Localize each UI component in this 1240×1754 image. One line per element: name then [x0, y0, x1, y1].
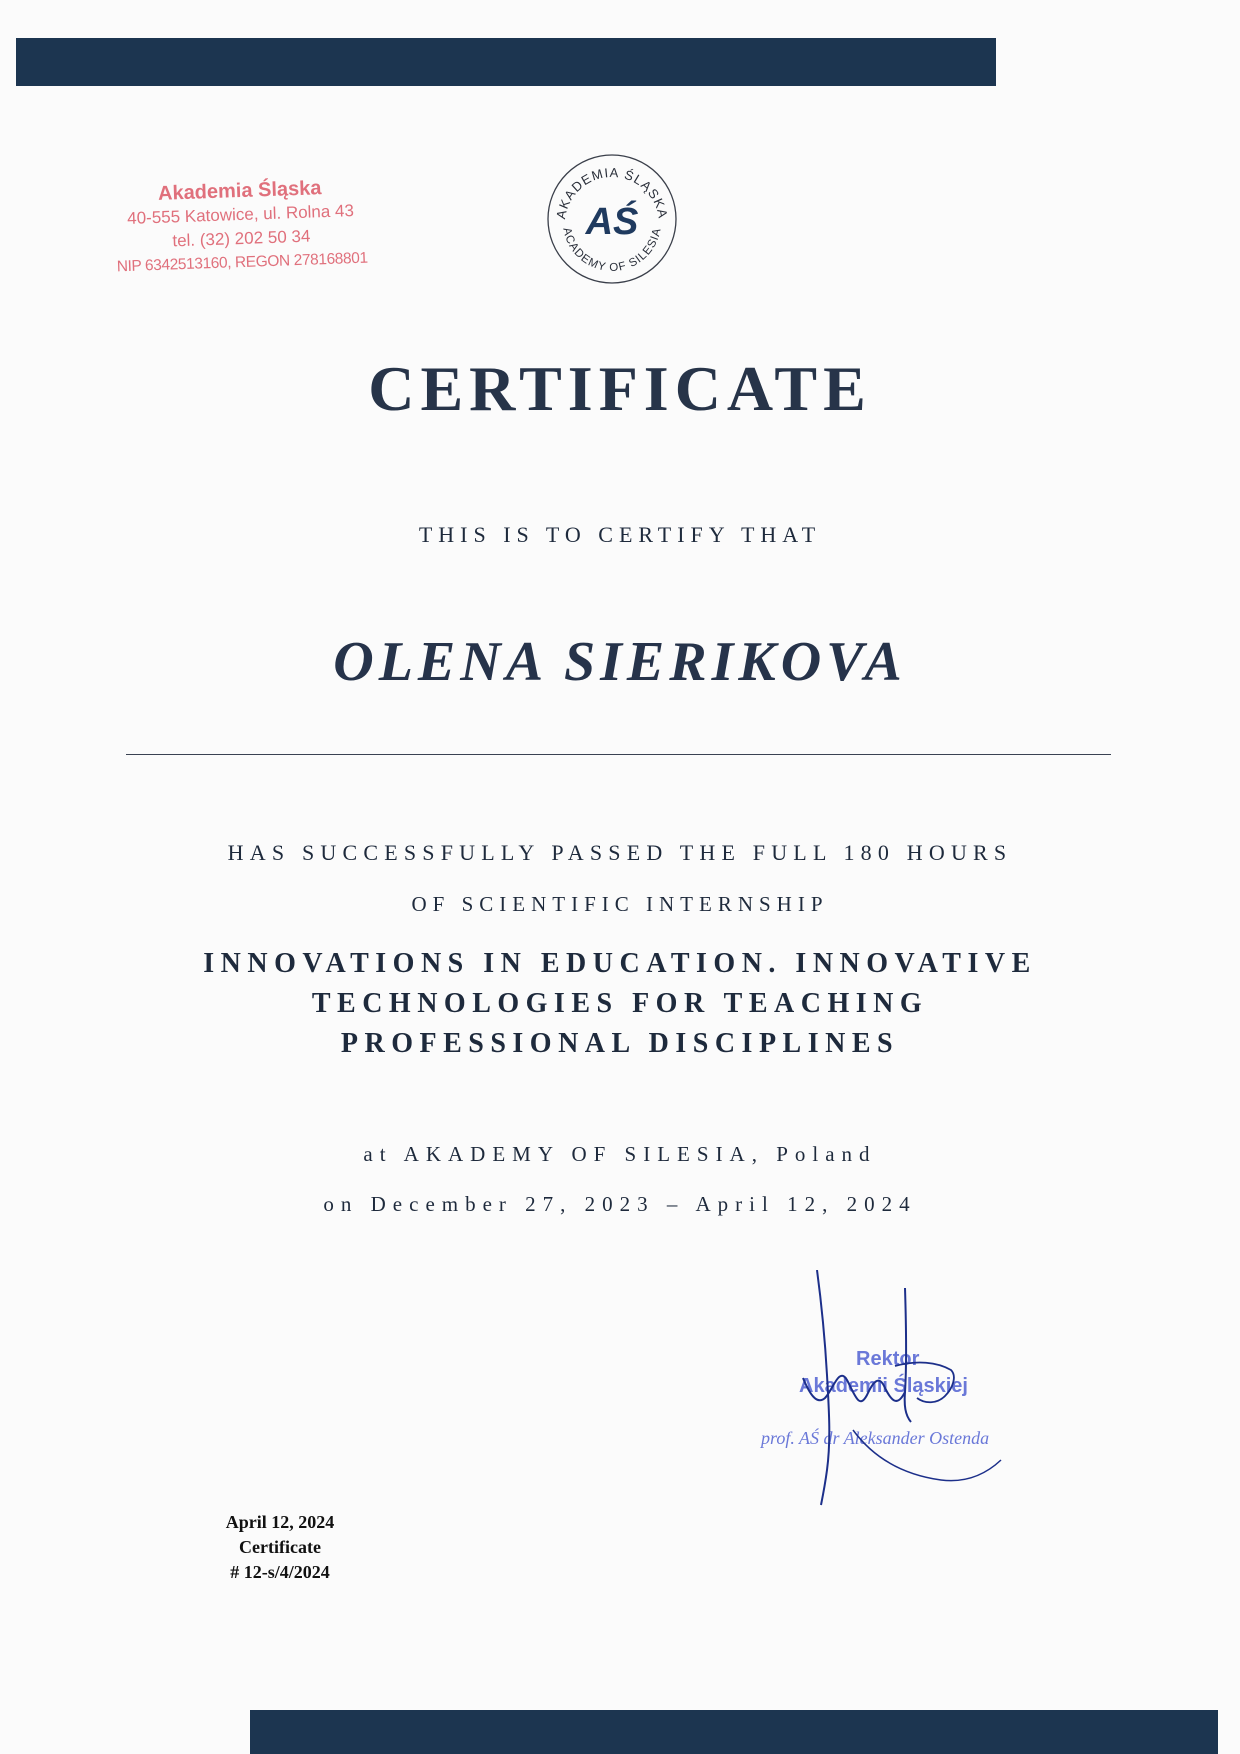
logo-bottom-text: ACADEMY OF SILESIA — [560, 226, 664, 275]
certificate-label: Certificate — [239, 1537, 321, 1557]
academy-logo — [545, 152, 679, 286]
stamp-institution-name: Akademia Śląska — [157, 177, 322, 205]
internship-statement: OF SCIENTIFIC INTERNSHIP — [411, 892, 829, 916]
recipient-name: OLENA SIERIKOVA — [333, 631, 907, 693]
logo-monogram: AŚ — [585, 201, 639, 243]
rector-signature-block — [755, 1270, 1055, 1510]
dates-line: on December 27, 2023 – April 12, 2024 — [323, 1192, 917, 1216]
signature-stamp-title: Rektor — [856, 1348, 920, 1370]
institution-stamp — [94, 175, 387, 280]
program-title — [0, 944, 1240, 1064]
logo-top-text: AKADEMIA ŚLĄSKA — [553, 164, 671, 221]
handwritten-signature — [755, 1270, 1055, 1510]
certify-intro: THIS IS TO CERTIFY THAT — [418, 522, 822, 547]
location-line: at AKADEMY OF SILESIA, Poland — [363, 1142, 877, 1166]
signature-stamp-institution: Akademii Śląskiej — [799, 1375, 968, 1397]
issue-date: April 12, 2024 — [225, 1512, 335, 1532]
name-underline-divider — [126, 754, 1111, 755]
program-title-line: TECHNOLOGIES FOR TEACHING — [311, 988, 929, 1019]
certificate-footer — [180, 1510, 380, 1585]
top-decorative-bar — [16, 38, 996, 86]
certificate-title: CERTIFICATE — [368, 353, 872, 424]
bottom-decorative-bar — [250, 1710, 1218, 1754]
stamp-address: 40-555 Katowice, ul. Rolna 43 — [126, 201, 355, 228]
program-title-line: INNOVATIONS IN EDUCATION. INNOVATIVE — [203, 948, 1037, 979]
certificate-number: # 12-s/4/2024 — [230, 1562, 330, 1582]
stamp-phone: tel. (32) 202 50 34 — [172, 226, 311, 251]
stamp-ids: NIP 6342513160, REGON 278168801 — [116, 249, 368, 276]
hours-statement: HAS SUCCESSFULLY PASSED THE FULL 180 HOURS — [227, 840, 1013, 865]
signatory-name: prof. AŚ dr Aleksander Ostenda — [761, 1428, 990, 1448]
program-title-line: PROFESSIONAL DISCIPLINES — [340, 1028, 900, 1059]
